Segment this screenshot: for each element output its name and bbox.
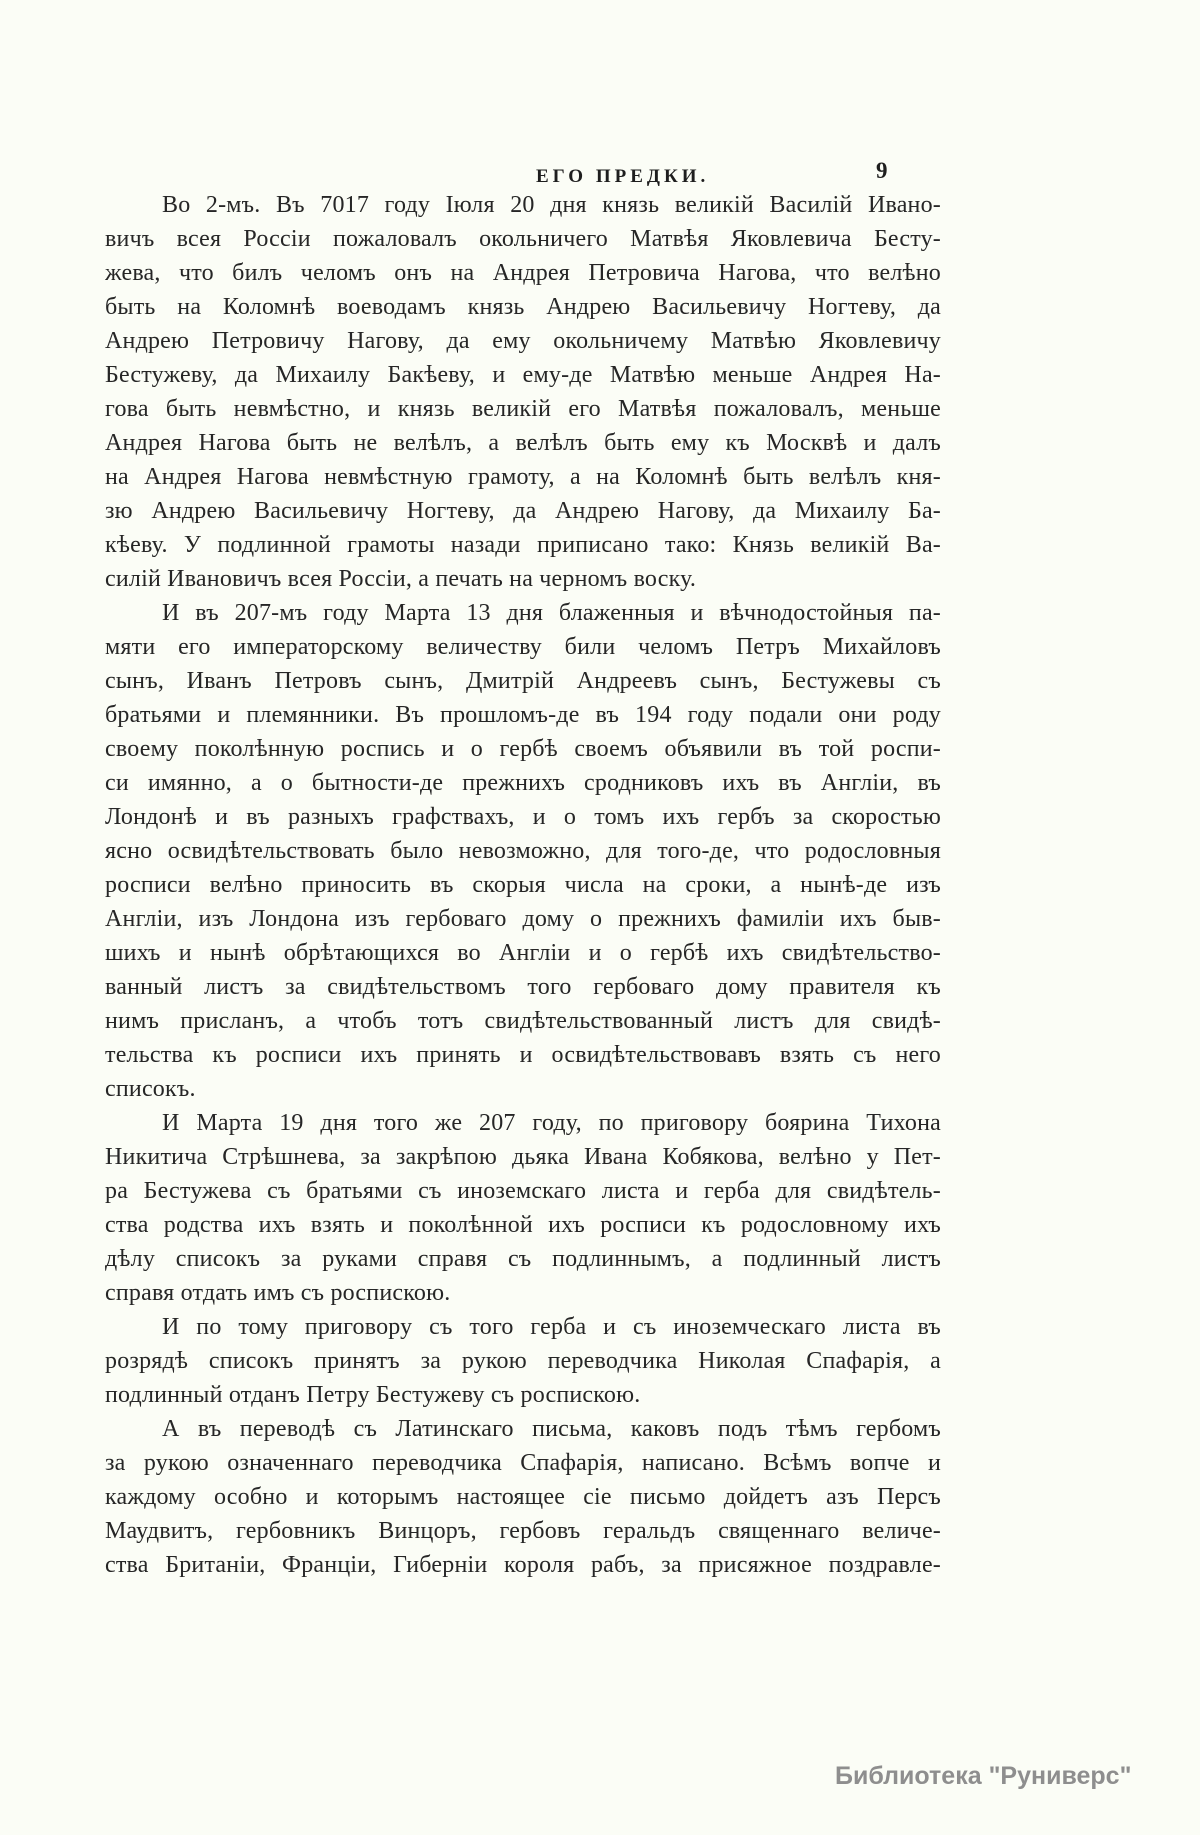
page-body [105, 188, 941, 1582]
paragraph [105, 188, 941, 596]
text-line: мяти его императорскому величеству били челомъ Петръ Михайловъ [105, 634, 941, 660]
text-line: ства родства ихъ взять и поколѣнной ихъ росписи къ родословному ихъ [105, 1212, 941, 1238]
text-line: ванный листъ за свидѣтельствомъ того гербоваго дому правителя къ [105, 974, 941, 1000]
text-line: дѣлу списокъ за руками справя съ подлиннымъ, а подлинный листъ [105, 1246, 941, 1272]
paragraph [105, 1412, 941, 1582]
text-line: И въ 207-мъ году Марта 13 дня блаженныя и вѣчнодостойныя па- [162, 600, 941, 626]
text-line: И по тому приговору съ того герба и съ иноземческаго листа въ [162, 1314, 941, 1340]
text-line: сынъ, Иванъ Петровъ сынъ, Дмитрій Андреевъ сынъ, Бестужевы съ [105, 668, 941, 694]
text-line: И Марта 19 дня того же 207 году, по приговору боярина Тихона [162, 1110, 941, 1136]
text-line: ясно освидѣтельствовать было невозможно, для того-де, что родословныя [105, 838, 941, 864]
text-line: вичъ всея Россіи пожаловалъ окольничего Матвѣя Яковлевича Бесту- [105, 226, 941, 252]
running-head-title: ЕГО ПРЕДКИ. [536, 166, 710, 187]
text-line: кѣеву. У подлинной грамоты назади приписано тако: Князь великій Ва- [105, 532, 941, 558]
text-line: подлинный отданъ Петру Бестужеву съ роспискою. [105, 1382, 641, 1408]
text-line: Англіи, изъ Лондона изъ гербоваго дому о прежнихъ фамиліи ихъ быв- [105, 906, 941, 932]
text-line: каждому особно и которымъ настоящее сіе письмо дойдетъ азъ Персъ [105, 1484, 941, 1510]
text-line: жева, что билъ челомъ онъ на Андрея Петровича Нагова, что велѣно [105, 260, 941, 286]
text-line: Андрею Петровичу Нагову, да ему окольничему Матвѣю Яковлевичу [105, 328, 941, 354]
paragraph [105, 1106, 941, 1310]
text-line: А въ переводѣ съ Латинскаго письма, каковъ подъ тѣмъ гербомъ [162, 1416, 941, 1442]
paragraph [105, 1310, 941, 1412]
text-line: за рукою означеннаго переводчика Спафарія, написано. Всѣмъ вопче и [105, 1450, 941, 1476]
text-line: зю Андрею Васильевичу Ногтеву, да Андрею Нагову, да Михаилу Ба- [105, 498, 941, 524]
text-line: Во 2-мъ. Въ 7017 году Іюля 20 дня князь великій Василій Ивано- [162, 192, 941, 218]
text-line: братьями и племянники. Въ прошломъ-де въ 194 году подали они роду [105, 702, 941, 728]
text-line: силій Ивановичъ всея Россіи, а печать на черномъ воску. [105, 566, 697, 592]
text-line: своему поколѣнную роспись и о гербѣ своемъ объявили въ той роспи- [105, 736, 941, 762]
text-line: Андрея Нагова быть не велѣлъ, а велѣлъ быть ему къ Москвѣ и далъ [105, 430, 941, 456]
text-line: шихъ и нынѣ обрѣтающихся во Англіи и о гербѣ ихъ свидѣтельство- [105, 940, 941, 966]
text-line: гова быть невмѣстно, и князь великій его Матвѣя пожаловалъ, меньше [105, 396, 941, 422]
text-line: списокъ. [105, 1076, 196, 1102]
text-line: Бестужеву, да Михаилу Бакѣеву, и ему-де Матвѣю меньше Андрея На- [105, 362, 941, 388]
text-line: Никитича Стрѣшнева, за закрѣпою дьяка Ивана Кобякова, велѣно у Пет- [105, 1144, 941, 1170]
text-line: быть на Коломнѣ воеводамъ князь Андрею Васильевичу Ногтеву, да [105, 294, 941, 320]
text-line: ства Британіи, Франціи, Гиберніи короля рабъ, за присяжное поздравле- [105, 1552, 941, 1578]
text-line: си имянно, а о бытности-де прежнихъ сродниковъ ихъ въ Англіи, въ [105, 770, 941, 796]
text-line: ра Бестужева съ братьями съ иноземскаго листа и герба для свидѣтель- [105, 1178, 941, 1204]
text-line: нимъ присланъ, а чтобъ тотъ свидѣтельствованный листъ для свидѣ- [105, 1008, 941, 1034]
text-line: тельства къ росписи ихъ принять и освидѣтельствовавъ взять съ него [105, 1042, 941, 1068]
page-number: 9 [876, 158, 888, 183]
library-watermark: Библиотека "Руниверс" [835, 1762, 1132, 1790]
text-line: Маудвитъ, гербовникъ Винцоръ, гербовъ геральдъ священнаго величе- [105, 1518, 941, 1544]
paragraph [105, 596, 941, 1106]
text-line: справя отдать имъ съ роспискою. [105, 1280, 451, 1306]
text-line: розрядѣ списокъ принятъ за рукою переводчика Николая Спафарія, а [105, 1348, 941, 1374]
text-line: Лондонѣ и въ разныхъ графствахъ, и о томъ ихъ гербъ за скоростью [105, 804, 941, 830]
text-line: на Андрея Нагова невмѣстную грамоту, а на Коломнѣ быть велѣлъ кня- [105, 464, 941, 490]
text-line: росписи велѣно приносить въ скорыя числа на сроки, а нынѣ-де изъ [105, 872, 941, 898]
